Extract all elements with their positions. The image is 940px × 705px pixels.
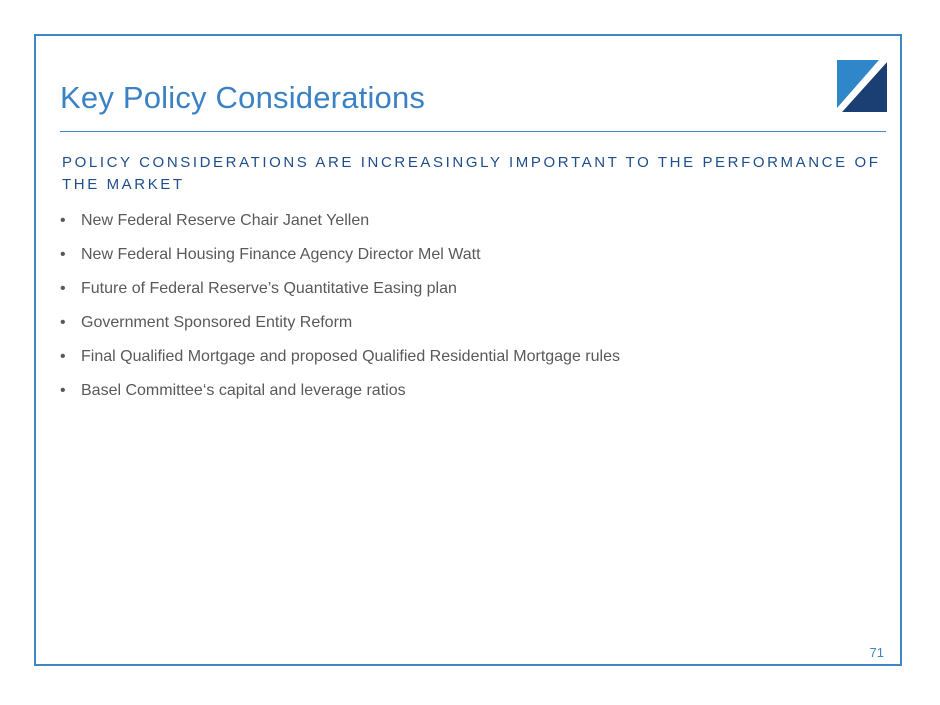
bullet-text: Future of Federal Reserve’s Quantitative Easing plan (81, 280, 457, 297)
bullet-dot-icon: • (60, 212, 66, 229)
bullet-dot-icon: • (60, 348, 66, 365)
bullet-text: Final Qualified Mortgage and proposed Qualified Residential Mortgage rules (81, 348, 620, 365)
bullet-list (60, 209, 620, 413)
list-item (60, 277, 620, 311)
list-item (60, 243, 620, 277)
bullet-dot-icon: • (60, 246, 66, 263)
bullet-text: Basel Committee‘s capital and leverage ratios (81, 382, 406, 399)
list-item (60, 379, 620, 413)
page-title: Key Policy Considerations (60, 80, 426, 115)
bullet-dot-icon: • (60, 314, 66, 331)
bullet-text: New Federal Reserve Chair Janet Yellen (81, 212, 370, 229)
title-divider (60, 131, 886, 132)
page-number: 71 (869, 645, 884, 660)
bullet-text: Government Sponsored Entity Reform (81, 314, 353, 331)
bullet-dot-icon: • (60, 382, 66, 399)
bullet-dot-icon: • (60, 280, 66, 297)
list-item (60, 209, 620, 243)
list-item (60, 311, 620, 345)
section-subtitle: POLICY CONSIDERATIONS ARE INCREASINGLY IMPORTANT TO THE PERFORMANCE OF THE MARKET (62, 154, 881, 193)
bullet-text: New Federal Housing Finance Agency Director Mel Watt (81, 246, 481, 263)
list-item (60, 345, 620, 379)
company-logo-icon (837, 60, 887, 112)
